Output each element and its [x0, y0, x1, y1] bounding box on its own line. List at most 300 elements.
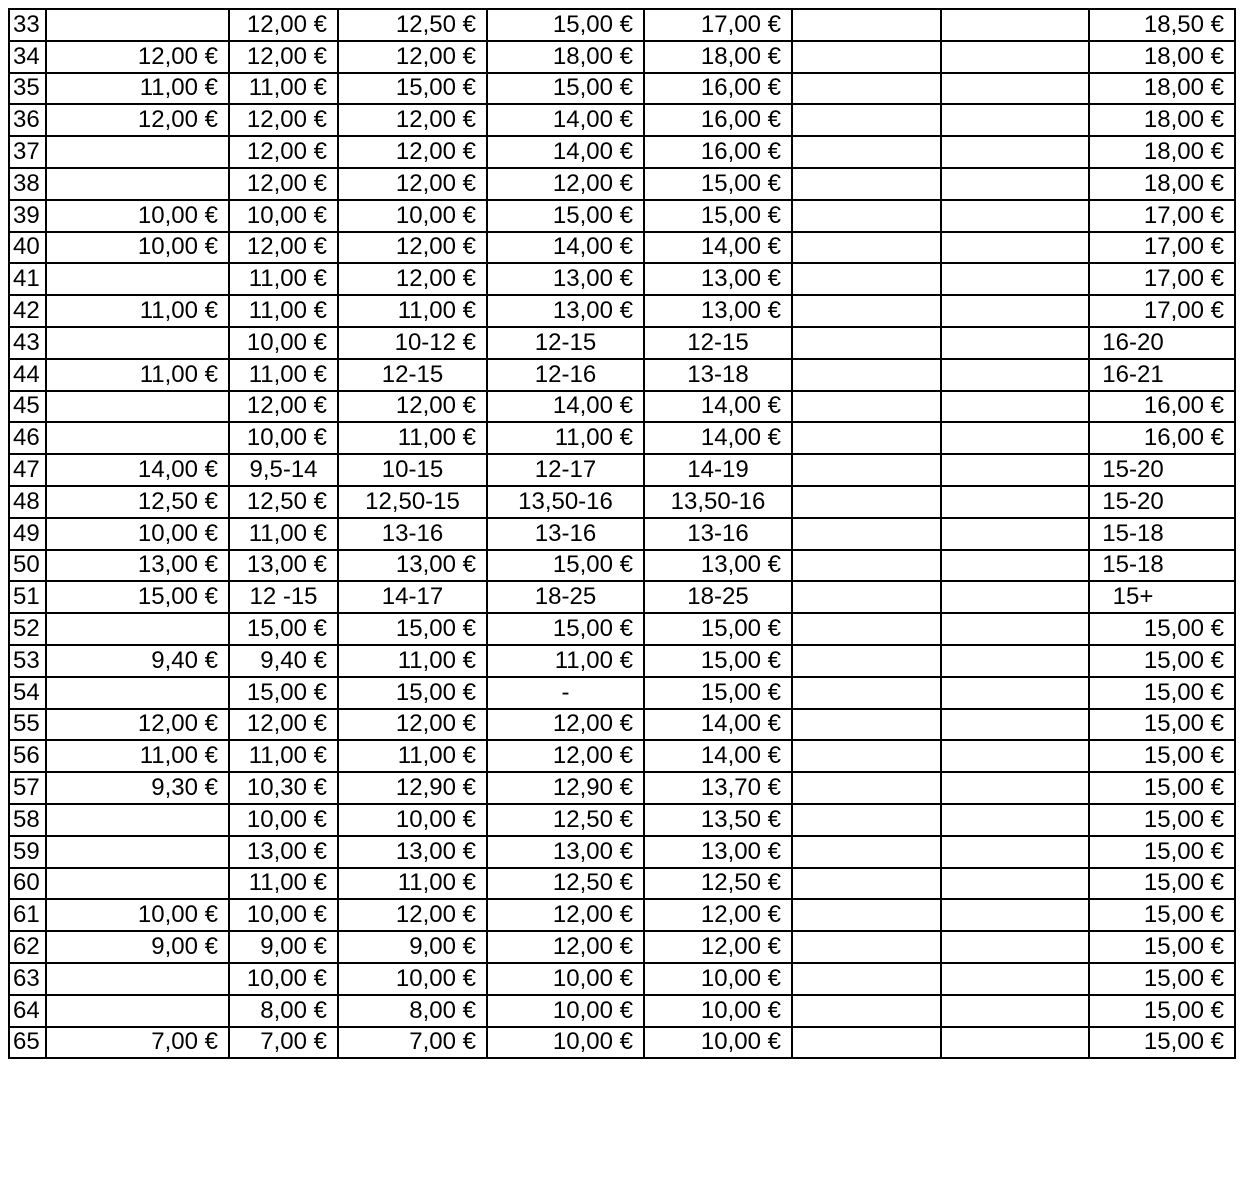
price-cell[interactable]	[792, 422, 941, 454]
price-cell[interactable]: 17,00 €	[644, 9, 792, 41]
price-cell[interactable]	[941, 804, 1089, 836]
price-cell[interactable]: 12-16	[487, 359, 644, 391]
price-cell[interactable]: 14,00 €	[644, 422, 792, 454]
price-cell[interactable]: 15,00 €	[487, 73, 644, 105]
price-cell[interactable]	[941, 645, 1089, 677]
price-cell[interactable]: 15,00 €	[1089, 613, 1235, 645]
price-cell[interactable]: 10,00 €	[229, 899, 338, 931]
row-number-cell[interactable]: 44	[9, 359, 46, 391]
price-cell[interactable]: 9,40 €	[46, 645, 229, 677]
price-cell[interactable]: 12,00 €	[338, 709, 487, 741]
row-number-cell[interactable]: 50	[9, 550, 46, 582]
price-cell[interactable]: 16,00 €	[1089, 422, 1235, 454]
price-cell[interactable]: 11,00 €	[338, 645, 487, 677]
price-cell[interactable]	[46, 422, 229, 454]
price-cell[interactable]	[46, 804, 229, 836]
row-number-cell[interactable]: 52	[9, 613, 46, 645]
price-cell[interactable]: 12,00 €	[644, 899, 792, 931]
price-cell[interactable]	[941, 581, 1089, 613]
price-cell[interactable]: 11,00 €	[46, 740, 229, 772]
row-number-cell[interactable]: 49	[9, 518, 46, 550]
price-cell[interactable]	[941, 740, 1089, 772]
price-cell[interactable]: 8,00 €	[338, 995, 487, 1027]
price-cell[interactable]: 15,00 €	[229, 613, 338, 645]
price-cell[interactable]: 13,00 €	[487, 263, 644, 295]
price-cell[interactable]: 11,00 €	[229, 518, 338, 550]
price-cell[interactable]: 11,00 €	[229, 295, 338, 327]
price-cell[interactable]	[792, 1027, 941, 1059]
price-cell[interactable]: 8,00 €	[229, 995, 338, 1027]
price-cell[interactable]: 13,00 €	[46, 550, 229, 582]
price-cell[interactable]: 13,50-16	[644, 486, 792, 518]
price-cell[interactable]: 12,50-15	[338, 486, 487, 518]
price-cell[interactable]	[46, 963, 229, 995]
row-number-cell[interactable]: 39	[9, 200, 46, 232]
price-cell[interactable]	[792, 295, 941, 327]
price-cell[interactable]: 12,00 €	[46, 104, 229, 136]
price-cell[interactable]: -	[487, 677, 644, 709]
price-cell[interactable]: 15,00 €	[1089, 677, 1235, 709]
price-cell[interactable]: 11,00 €	[229, 73, 338, 105]
price-cell[interactable]	[792, 868, 941, 900]
price-cell[interactable]: 15-18	[1089, 518, 1235, 550]
price-cell[interactable]: 10,00 €	[487, 995, 644, 1027]
price-cell[interactable]: 13,50-16	[487, 486, 644, 518]
price-cell[interactable]: 10,00 €	[229, 327, 338, 359]
price-cell[interactable]: 15,00 €	[487, 550, 644, 582]
price-cell[interactable]: 13,00 €	[229, 550, 338, 582]
price-cell[interactable]	[792, 677, 941, 709]
price-cell[interactable]: 11,00 €	[46, 73, 229, 105]
price-cell[interactable]	[941, 677, 1089, 709]
price-cell[interactable]: 9,00 €	[46, 931, 229, 963]
price-cell[interactable]: 15,00 €	[338, 73, 487, 105]
price-cell[interactable]	[941, 899, 1089, 931]
price-cell[interactable]: 11,00 €	[229, 263, 338, 295]
price-cell[interactable]: 11,00 €	[229, 868, 338, 900]
price-cell[interactable]	[792, 836, 941, 868]
price-cell[interactable]: 17,00 €	[1089, 263, 1235, 295]
price-cell[interactable]: 15,00 €	[644, 200, 792, 232]
price-cell[interactable]: 12,00 €	[46, 709, 229, 741]
price-cell[interactable]: 15,00 €	[1089, 963, 1235, 995]
price-cell[interactable]: 13,00 €	[487, 295, 644, 327]
price-cell[interactable]: 11,00 €	[229, 359, 338, 391]
price-cell[interactable]: 18,00 €	[1089, 168, 1235, 200]
price-cell[interactable]: 18-25	[487, 581, 644, 613]
price-cell[interactable]: 15,00 €	[46, 581, 229, 613]
price-cell[interactable]: 12,00 €	[487, 931, 644, 963]
price-cell[interactable]: 11,00 €	[487, 645, 644, 677]
row-number-cell[interactable]: 60	[9, 868, 46, 900]
row-number-cell[interactable]: 47	[9, 454, 46, 486]
price-cell[interactable]	[941, 1027, 1089, 1059]
price-cell[interactable]	[792, 327, 941, 359]
price-cell[interactable]: 16,00 €	[644, 136, 792, 168]
price-cell[interactable]: 13,00 €	[644, 550, 792, 582]
table-row	[9, 581, 1235, 613]
price-cell[interactable]: 15,00 €	[1089, 645, 1235, 677]
price-cell[interactable]	[941, 613, 1089, 645]
price-cell[interactable]	[46, 613, 229, 645]
price-cell[interactable]: 12,00 €	[338, 41, 487, 73]
price-cell[interactable]	[792, 168, 941, 200]
price-cell[interactable]	[941, 359, 1089, 391]
price-cell[interactable]: 15,00 €	[1089, 836, 1235, 868]
price-cell[interactable]: 14,00 €	[644, 740, 792, 772]
price-cell[interactable]	[792, 581, 941, 613]
price-cell[interactable]: 12,00 €	[487, 740, 644, 772]
price-cell[interactable]	[941, 868, 1089, 900]
price-cell[interactable]: 7,00 €	[46, 1027, 229, 1059]
price-cell[interactable]	[941, 963, 1089, 995]
price-cell[interactable]	[792, 104, 941, 136]
price-cell[interactable]: 18,00 €	[1089, 136, 1235, 168]
price-cell[interactable]: 13-16	[487, 518, 644, 550]
row-number-cell[interactable]: 54	[9, 677, 46, 709]
price-cell[interactable]: 12,50 €	[487, 804, 644, 836]
price-cell[interactable]: 11,00 €	[338, 295, 487, 327]
price-cell[interactable]	[941, 327, 1089, 359]
price-cell[interactable]: 15,00 €	[1089, 931, 1235, 963]
price-cell[interactable]: 9,5-14	[229, 454, 338, 486]
price-cell[interactable]: 10,00 €	[46, 518, 229, 550]
price-cell[interactable]: 9,30 €	[46, 772, 229, 804]
price-cell[interactable]	[792, 804, 941, 836]
price-cell[interactable]: 10,00 €	[487, 963, 644, 995]
price-cell[interactable]: 14,00 €	[46, 454, 229, 486]
price-cell[interactable]: 12,50 €	[338, 9, 487, 41]
price-cell[interactable]: 14,00 €	[487, 391, 644, 423]
row-number-cell[interactable]: 48	[9, 486, 46, 518]
row-number-cell[interactable]: 46	[9, 422, 46, 454]
price-cell[interactable]	[792, 200, 941, 232]
price-cell[interactable]: 16,00 €	[1089, 391, 1235, 423]
price-cell[interactable]: 9,00 €	[229, 931, 338, 963]
price-cell[interactable]: 12-17	[487, 454, 644, 486]
price-cell[interactable]: 15,00 €	[1089, 868, 1235, 900]
price-cell[interactable]: 11,00 €	[487, 422, 644, 454]
price-cell[interactable]: 12,50 €	[644, 868, 792, 900]
price-cell[interactable]	[46, 136, 229, 168]
price-cell[interactable]	[792, 136, 941, 168]
price-cell[interactable]	[792, 486, 941, 518]
price-cell[interactable]: 15,00 €	[1089, 804, 1235, 836]
price-cell[interactable]	[792, 645, 941, 677]
price-cell[interactable]: 14,00 €	[644, 232, 792, 264]
price-cell[interactable]	[792, 9, 941, 41]
price-cell[interactable]	[46, 868, 229, 900]
price-cell[interactable]: 13,50 €	[644, 804, 792, 836]
price-cell[interactable]	[46, 391, 229, 423]
price-cell[interactable]: 14,00 €	[487, 232, 644, 264]
price-cell[interactable]: 10,00 €	[229, 804, 338, 836]
row-number-cell[interactable]: 57	[9, 772, 46, 804]
price-cell[interactable]: 16,00 €	[644, 73, 792, 105]
price-cell[interactable]	[792, 232, 941, 264]
price-cell[interactable]: 12,00 €	[229, 136, 338, 168]
price-cell[interactable]	[941, 422, 1089, 454]
price-cell[interactable]	[792, 709, 941, 741]
price-cell[interactable]: 12,00 €	[487, 168, 644, 200]
price-cell[interactable]	[792, 263, 941, 295]
price-cell[interactable]: 10-12 €	[338, 327, 487, 359]
price-cell[interactable]: 13,00 €	[487, 836, 644, 868]
price-cell[interactable]	[941, 550, 1089, 582]
price-cell[interactable]: 12,00 €	[644, 931, 792, 963]
price-cell[interactable]: 15,00 €	[1089, 995, 1235, 1027]
price-cell[interactable]: 18,00 €	[1089, 73, 1235, 105]
price-cell[interactable]: 15,00 €	[487, 9, 644, 41]
price-cell[interactable]: 13-16	[644, 518, 792, 550]
price-cell[interactable]: 10,00 €	[644, 963, 792, 995]
price-cell[interactable]: 12,90 €	[487, 772, 644, 804]
row-number-cell[interactable]: 42	[9, 295, 46, 327]
price-cell[interactable]: 15+	[1089, 581, 1235, 613]
price-cell[interactable]: 11,00 €	[338, 422, 487, 454]
price-cell[interactable]	[792, 772, 941, 804]
price-cell[interactable]: 15,00 €	[338, 677, 487, 709]
price-cell[interactable]: 12,00 €	[229, 9, 338, 41]
price-cell[interactable]	[792, 359, 941, 391]
price-cell[interactable]: 10,00 €	[487, 1027, 644, 1059]
price-cell[interactable]: 14,00 €	[487, 136, 644, 168]
price-cell[interactable]: 10,00 €	[338, 200, 487, 232]
price-cell[interactable]: 11,00 €	[46, 359, 229, 391]
price-cell[interactable]	[792, 995, 941, 1027]
row-number-cell[interactable]: 36	[9, 104, 46, 136]
price-cell[interactable]	[941, 200, 1089, 232]
price-cell[interactable]	[941, 136, 1089, 168]
price-cell[interactable]	[941, 168, 1089, 200]
price-cell[interactable]: 12,00 €	[338, 136, 487, 168]
price-cell[interactable]: 15,00 €	[644, 645, 792, 677]
price-cell[interactable]: 13,00 €	[338, 550, 487, 582]
row-number-cell[interactable]: 56	[9, 740, 46, 772]
price-cell[interactable]: 12,00 €	[229, 41, 338, 73]
price-cell[interactable]: 12,00 €	[338, 263, 487, 295]
price-cell[interactable]: 15,00 €	[1089, 899, 1235, 931]
price-cell[interactable]: 12,00 €	[338, 391, 487, 423]
price-cell[interactable]: 9,40 €	[229, 645, 338, 677]
price-cell[interactable]: 15,00 €	[644, 613, 792, 645]
price-cell[interactable]: 14,00 €	[644, 391, 792, 423]
price-cell[interactable]: 18,00 €	[1089, 41, 1235, 73]
price-cell[interactable]: 16,00 €	[644, 104, 792, 136]
price-cell[interactable]: 10,00 €	[46, 899, 229, 931]
row-number-cell[interactable]: 59	[9, 836, 46, 868]
price-cell[interactable]: 13,00 €	[229, 836, 338, 868]
price-cell[interactable]: 10,00 €	[229, 200, 338, 232]
price-cell[interactable]: 13,00 €	[644, 263, 792, 295]
row-number-cell[interactable]: 34	[9, 41, 46, 73]
row-number-cell[interactable]: 61	[9, 899, 46, 931]
price-cell[interactable]: 18,50 €	[1089, 9, 1235, 41]
price-cell[interactable]: 12,00 €	[338, 899, 487, 931]
price-cell[interactable]: 12,00 €	[338, 168, 487, 200]
price-cell[interactable]: 15,00 €	[1089, 740, 1235, 772]
price-cell[interactable]: 12,50 €	[46, 486, 229, 518]
price-cell[interactable]: 17,00 €	[1089, 200, 1235, 232]
price-cell[interactable]: 15,00 €	[1089, 772, 1235, 804]
price-cell[interactable]: 16-21	[1089, 359, 1235, 391]
price-cell[interactable]: 15,00 €	[1089, 1027, 1235, 1059]
row-number-cell[interactable]: 62	[9, 931, 46, 963]
price-cell[interactable]	[941, 104, 1089, 136]
row-number-cell[interactable]: 35	[9, 73, 46, 105]
row-number-cell[interactable]: 37	[9, 136, 46, 168]
price-cell[interactable]: 10,00 €	[338, 963, 487, 995]
price-cell[interactable]: 12,00 €	[229, 232, 338, 264]
price-cell[interactable]	[46, 263, 229, 295]
price-cell[interactable]	[792, 931, 941, 963]
price-cell[interactable]: 12-15	[338, 359, 487, 391]
price-cell[interactable]: 7,00 €	[229, 1027, 338, 1059]
price-cell[interactable]: 14,00 €	[487, 104, 644, 136]
price-cell[interactable]	[941, 454, 1089, 486]
price-cell[interactable]: 12,00 €	[487, 899, 644, 931]
price-cell[interactable]: 18,00 €	[644, 41, 792, 73]
price-cell[interactable]: 11,00 €	[46, 295, 229, 327]
price-cell[interactable]	[46, 9, 229, 41]
price-cell[interactable]: 14-17	[338, 581, 487, 613]
price-cell[interactable]: 11,00 €	[229, 740, 338, 772]
price-cell[interactable]: 18,00 €	[1089, 104, 1235, 136]
row-number-cell[interactable]: 58	[9, 804, 46, 836]
price-cell[interactable]	[46, 677, 229, 709]
price-cell[interactable]: 18-25	[644, 581, 792, 613]
price-cell[interactable]	[941, 73, 1089, 105]
row-number-cell[interactable]: 53	[9, 645, 46, 677]
price-cell[interactable]	[46, 168, 229, 200]
price-cell[interactable]	[792, 550, 941, 582]
price-cell[interactable]	[46, 995, 229, 1027]
price-cell[interactable]: 12,50 €	[229, 486, 338, 518]
price-cell[interactable]: 15,00 €	[487, 200, 644, 232]
price-cell[interactable]: 12,00 €	[46, 41, 229, 73]
price-cell[interactable]	[941, 709, 1089, 741]
price-cell[interactable]: 10,00 €	[229, 963, 338, 995]
price-cell[interactable]: 16-20	[1089, 327, 1235, 359]
price-cell[interactable]: 10-15	[338, 454, 487, 486]
price-cell[interactable]: 11,00 €	[338, 868, 487, 900]
price-cell[interactable]	[941, 836, 1089, 868]
price-cell[interactable]	[792, 963, 941, 995]
price-cell[interactable]: 12-15	[487, 327, 644, 359]
price-cell[interactable]: 10,00 €	[644, 1027, 792, 1059]
price-cell[interactable]	[941, 486, 1089, 518]
price-cell[interactable]: 10,00 €	[46, 200, 229, 232]
price-cell[interactable]	[792, 73, 941, 105]
price-cell[interactable]: 12,00 €	[229, 168, 338, 200]
price-cell[interactable]: 12,00 €	[338, 104, 487, 136]
price-cell[interactable]: 15-20	[1089, 454, 1235, 486]
price-cell[interactable]	[46, 327, 229, 359]
row-number-cell[interactable]: 63	[9, 963, 46, 995]
price-cell[interactable]	[792, 41, 941, 73]
price-cell[interactable]: 15,00 €	[1089, 709, 1235, 741]
price-cell[interactable]: 13,00 €	[338, 836, 487, 868]
price-cell[interactable]	[941, 263, 1089, 295]
row-number-cell[interactable]: 45	[9, 391, 46, 423]
price-cell[interactable]	[941, 41, 1089, 73]
price-cell[interactable]	[792, 454, 941, 486]
price-cell[interactable]	[792, 613, 941, 645]
price-cell[interactable]: 13,00 €	[644, 836, 792, 868]
price-cell[interactable]	[792, 740, 941, 772]
price-cell[interactable]: 17,00 €	[1089, 232, 1235, 264]
row-number-cell[interactable]: 38	[9, 168, 46, 200]
price-cell[interactable]: 10,30 €	[229, 772, 338, 804]
price-cell[interactable]	[941, 518, 1089, 550]
price-cell[interactable]: 12,00 €	[229, 391, 338, 423]
price-cell[interactable]: 14,00 €	[644, 709, 792, 741]
price-cell[interactable]: 12,00 €	[229, 104, 338, 136]
price-cell[interactable]: 13,00 €	[644, 295, 792, 327]
price-cell[interactable]	[792, 518, 941, 550]
row-number-cell[interactable]: 64	[9, 995, 46, 1027]
price-cell[interactable]: 10,00 €	[229, 422, 338, 454]
row-number-cell[interactable]: 33	[9, 9, 46, 41]
price-cell[interactable]: 12,90 €	[338, 772, 487, 804]
price-cell[interactable]: 15,00 €	[229, 677, 338, 709]
price-cell[interactable]: 9,00 €	[338, 931, 487, 963]
price-cell[interactable]: 13-18	[644, 359, 792, 391]
price-cell[interactable]: 13-16	[338, 518, 487, 550]
price-cell[interactable]: 18,00 €	[487, 41, 644, 73]
price-cell[interactable]: 15-20	[1089, 486, 1235, 518]
price-cell[interactable]: 10,00 €	[338, 804, 487, 836]
price-cell[interactable]: 12,00 €	[229, 709, 338, 741]
price-cell[interactable]: 15,00 €	[644, 677, 792, 709]
row-number-cell[interactable]: 51	[9, 581, 46, 613]
price-cell[interactable]	[941, 232, 1089, 264]
price-cell[interactable]: 7,00 €	[338, 1027, 487, 1059]
price-cell[interactable]	[941, 995, 1089, 1027]
price-cell[interactable]: 11,00 €	[338, 740, 487, 772]
row-number-cell[interactable]: 65	[9, 1027, 46, 1059]
price-cell[interactable]: 17,00 €	[1089, 295, 1235, 327]
price-cell[interactable]: 12,00 €	[487, 709, 644, 741]
price-cell[interactable]: 13,70 €	[644, 772, 792, 804]
price-cell[interactable]	[792, 899, 941, 931]
row-number-cell[interactable]: 55	[9, 709, 46, 741]
price-cell[interactable]: 14-19	[644, 454, 792, 486]
price-cell[interactable]: 12,50 €	[487, 868, 644, 900]
row-number-cell[interactable]: 43	[9, 327, 46, 359]
price-cell[interactable]: 12 -15	[229, 581, 338, 613]
price-cell[interactable]	[941, 931, 1089, 963]
row-number-cell[interactable]: 41	[9, 263, 46, 295]
price-cell[interactable]	[792, 391, 941, 423]
price-cell[interactable]	[941, 391, 1089, 423]
price-cell[interactable]: 15,00 €	[644, 168, 792, 200]
price-cell[interactable]	[941, 772, 1089, 804]
price-cell[interactable]	[941, 295, 1089, 327]
price-cell[interactable]: 10,00 €	[46, 232, 229, 264]
price-cell[interactable]: 12,00 €	[338, 232, 487, 264]
price-cell[interactable]	[46, 836, 229, 868]
table-row	[9, 868, 1235, 900]
price-cell[interactable]: 10,00 €	[644, 995, 792, 1027]
price-cell[interactable]: 15,00 €	[338, 613, 487, 645]
price-cell[interactable]: 15-18	[1089, 550, 1235, 582]
price-cell[interactable]: 15,00 €	[487, 613, 644, 645]
row-number-cell[interactable]: 40	[9, 232, 46, 264]
price-cell[interactable]	[941, 9, 1089, 41]
price-cell[interactable]: 12-15	[644, 327, 792, 359]
price-table-body	[9, 9, 1235, 1058]
